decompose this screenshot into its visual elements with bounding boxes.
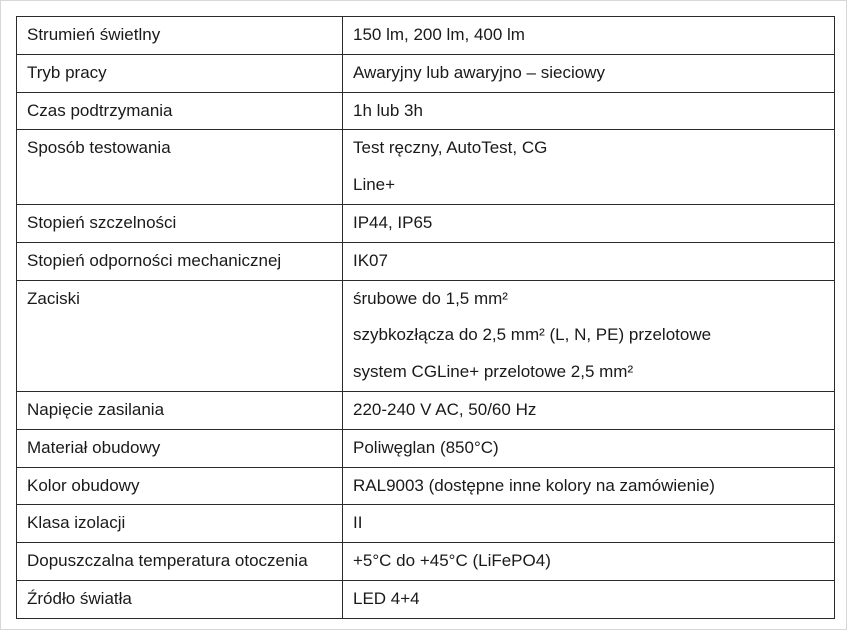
specification-table [16, 16, 835, 619]
row-value-line: Test ręczny, AutoTest, CG [353, 138, 548, 158]
row-value-line: Awaryjny lub awaryjno – sieciowy [353, 62, 605, 82]
row-value-line: 150 lm, 200 lm, 400 lm [353, 25, 525, 44]
row-label: Materiał obudowy [17, 429, 343, 467]
row-value-line: szybkozłącza do 2,5 mm² (L, N, PE) przelotowe [353, 325, 712, 345]
row-value [343, 280, 835, 391]
row-value [343, 17, 835, 55]
row-value-line: Line+ [353, 175, 396, 195]
row-value-line: II [353, 513, 363, 533]
row-label: Tryb pracy [17, 54, 343, 92]
row-label: Strumień świetlny [17, 17, 343, 55]
row-value [343, 467, 835, 505]
row-label: Źródło światła [17, 580, 343, 618]
row-label: Dopuszczalna temperatura otoczenia [17, 543, 343, 581]
row-value-line: RAL9003 (dostępne inne kolory na zamówienie) [353, 475, 715, 495]
table-row [17, 242, 835, 280]
row-value [343, 580, 835, 618]
row-label: Napięcie zasilania [17, 391, 343, 429]
row-label: Czas podtrzymania [17, 92, 343, 130]
table-row [17, 580, 835, 618]
row-value [343, 429, 835, 467]
row-value-line: IK07 [353, 250, 388, 270]
row-value-line: LED 4+4 [353, 588, 420, 608]
table-row [17, 204, 835, 242]
row-value [343, 92, 835, 130]
row-value [343, 543, 835, 581]
table-row [17, 543, 835, 581]
row-value-line: IP44, IP65 [353, 212, 433, 232]
row-value-line: +5°C do +45°C (LiFePO4) [353, 551, 551, 571]
table-row [17, 280, 835, 391]
row-value-line: śrubowe do 1,5 mm² [353, 288, 508, 308]
row-value-line: 220-240 V AC, 50/60 Hz [353, 399, 537, 419]
row-label: Stopień odporności mechanicznej [17, 242, 343, 280]
table-row [17, 391, 835, 429]
row-value-line: system CGLine+ przelotowe 2,5 mm² [353, 362, 634, 382]
row-value [343, 505, 835, 543]
row-label: Sposób testowania [17, 130, 343, 205]
table-row [17, 130, 835, 205]
table-row [17, 467, 835, 505]
row-label: Klasa izolacji [17, 505, 343, 543]
table-row [17, 54, 835, 92]
row-label: Kolor obudowy [17, 467, 343, 505]
row-value [343, 391, 835, 429]
table-row [17, 17, 835, 55]
row-value [343, 130, 835, 205]
table-row [17, 429, 835, 467]
row-value [343, 242, 835, 280]
row-value [343, 204, 835, 242]
row-value-line: Poliwęglan (850°C) [353, 437, 499, 457]
row-label: Stopień szczelności [17, 204, 343, 242]
row-value [343, 54, 835, 92]
row-label: Zaciski [17, 280, 343, 391]
row-value-line: 1h lub 3h [353, 100, 423, 120]
table-row [17, 92, 835, 130]
table-row [17, 505, 835, 543]
